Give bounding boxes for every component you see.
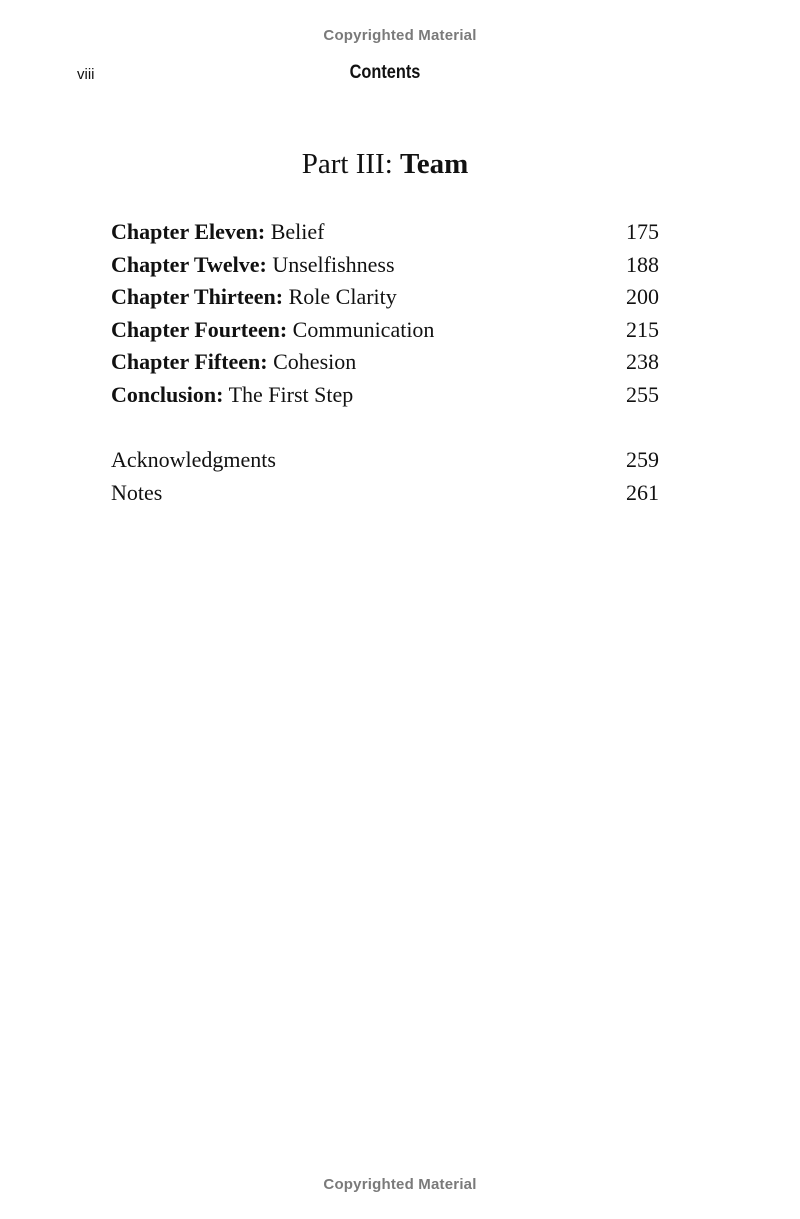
toc-entry-page: 215	[626, 316, 659, 342]
toc-entry-page: 188	[626, 251, 659, 277]
toc-entry-title: Acknowledgments	[111, 447, 276, 472]
toc-entry-page: 238	[626, 349, 659, 374]
toc-entry-label: Chapter Thirteen:	[111, 284, 284, 309]
toc-entry-title: Role Clarity	[288, 284, 397, 309]
table-of-contents	[111, 216, 659, 509]
toc-entry-label: Chapter Fourteen:	[111, 316, 288, 342]
toc-entry-chapter-twelve[interactable]	[111, 249, 659, 282]
toc-entry-page: 200	[626, 284, 659, 309]
running-title: Contents	[349, 62, 421, 83]
toc-entry-chapter-eleven[interactable]	[111, 216, 659, 249]
toc-entry-title: Notes	[111, 479, 163, 505]
toc-entry-page: 261	[626, 479, 659, 505]
toc-entry-label: Chapter Twelve:	[111, 251, 267, 277]
toc-entry-label: Chapter Eleven:	[111, 219, 266, 244]
part-label: Part III:	[301, 148, 393, 180]
toc-entry-chapter-fifteen[interactable]	[111, 346, 659, 379]
toc-entry-title: Belief	[270, 219, 325, 244]
toc-entry-title: Cohesion	[273, 349, 357, 374]
toc-entry-label: Conclusion:	[111, 381, 224, 407]
toc-entry-acknowledgments[interactable]	[111, 444, 659, 477]
toc-entry-title: The First Step	[228, 381, 354, 407]
toc-entry-notes[interactable]	[111, 477, 659, 510]
copyright-watermark-bottom: Copyrighted Material	[323, 1176, 477, 1193]
toc-entry-page: 175	[626, 219, 659, 244]
toc-entry-title: Communication	[292, 316, 435, 342]
toc-spacer	[111, 411, 659, 444]
toc-entry-page: 255	[626, 381, 659, 407]
toc-entry-conclusion[interactable]	[111, 379, 659, 412]
part-title	[0, 148, 770, 181]
copyright-watermark-top: Copyrighted Material	[323, 27, 477, 44]
page-number: viii	[77, 66, 95, 83]
toc-entry-chapter-thirteen[interactable]	[111, 281, 659, 314]
toc-entry-page: 259	[626, 447, 659, 472]
running-head	[0, 62, 800, 86]
part-name: Team	[400, 148, 469, 180]
toc-entry-label: Chapter Fifteen:	[111, 349, 268, 374]
toc-entry-title: Unselfishness	[272, 251, 395, 277]
toc-entry-chapter-fourteen[interactable]	[111, 314, 659, 347]
